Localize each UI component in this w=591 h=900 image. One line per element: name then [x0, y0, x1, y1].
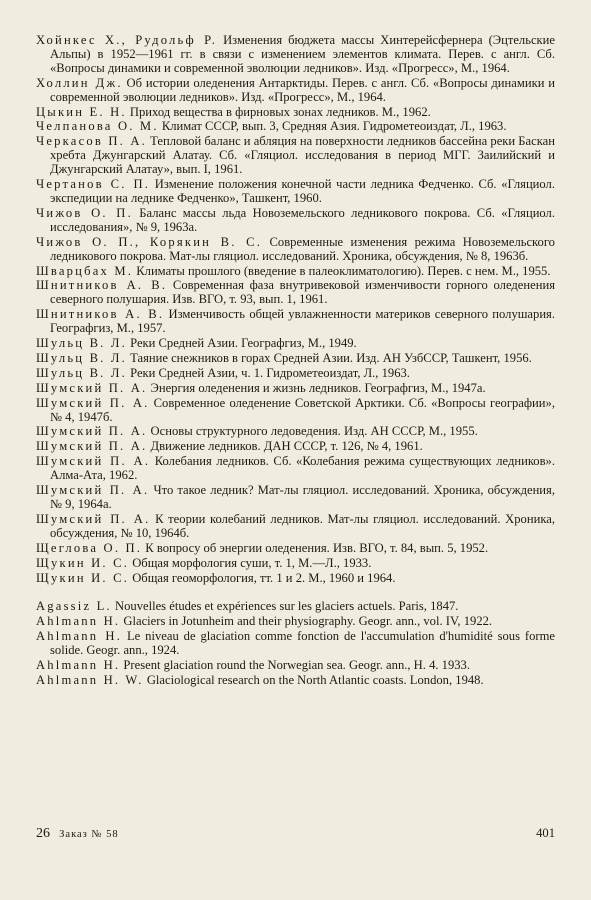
reference-entry	[36, 572, 555, 586]
reference-entry	[36, 484, 555, 512]
reference-text: Энергия оледенения и жизнь ледников. Географгиз, М., 1947а.	[147, 380, 486, 395]
reference-entry	[36, 513, 555, 541]
order-label: Заказ № 58	[59, 829, 119, 840]
reference-author: Шнитников А. В.	[36, 278, 168, 293]
reference-author: Шумский П. А.	[36, 424, 148, 439]
reference-author: Щукин И. С.	[36, 555, 130, 570]
reference-entry	[36, 308, 555, 336]
reference-entry	[36, 615, 555, 629]
reference-entry	[36, 178, 555, 206]
latin-reference-list	[36, 600, 555, 687]
reference-author: Челпанова О. М.	[36, 119, 159, 134]
reference-text: Le niveau de glaciation comme fonction de l'accumulation d'humidité sous forme solide. Geogr. ann., 1924.	[50, 629, 555, 658]
reference-author: Ahlmann H. W.	[36, 672, 144, 687]
reference-author: Шумский П. А.	[36, 483, 150, 498]
reference-entry	[36, 600, 555, 614]
reference-entry	[36, 207, 555, 235]
reference-text: Тепловой баланс и абляция на поверхности ледников бассейна реки Баскан хребта Джунгарский Алатау. Сб. «Гляциол. исследования в период МГГ. Заилийский и Джунгарский Алатау», вып. I, 1961.	[50, 134, 555, 177]
reference-author: Ahlmann H.	[36, 629, 123, 644]
reference-author: Шумский П. А.	[36, 395, 150, 410]
reference-author: Шнитников А. В.	[36, 307, 165, 322]
reference-entry	[36, 367, 555, 381]
reference-text: Реки Средней Азии. Географгиз, М., 1949.	[126, 336, 357, 351]
reference-author: Шульц В. Л.	[36, 365, 127, 380]
reference-entry	[36, 352, 555, 366]
reference-entry	[36, 397, 555, 425]
reference-entry	[36, 120, 555, 134]
reference-entry	[36, 455, 555, 483]
reference-text: Климаты прошлого (введение в палеоклиматологию). Перев. с нем. М., 1955.	[133, 263, 551, 278]
reference-author: Чижов О. П., Корякин В. С.	[36, 234, 263, 249]
reference-author: Шумский П. А.	[36, 439, 148, 454]
reference-text: Современные изменения режима Новоземельского ледникового покрова. Мат-лы гляциол. исследований. Хроника, обсуждения, № 8, 1963б.	[50, 234, 555, 263]
reference-author: Черкасов П. А.	[36, 134, 148, 149]
reference-author: Ahlmann H.	[36, 614, 121, 629]
reference-text: Изменения бюджета массы Хинтерейсфернера (Эцтельские Альпы) в 1952—1961 гг. в связи с изменением элементов климата. Перев. с англ. Сб. «Вопросы динамики и современной эволюции ледников». Изд. «Прогресс», М., 1964.	[50, 33, 555, 75]
reference-author: Чертанов С. П.	[36, 177, 151, 192]
page-footer	[36, 826, 555, 842]
reference-text: Таяние снежников в горах Средней Азии. Изд. АН УзбССР, Ташкент, 1956.	[126, 350, 532, 365]
reference-entry	[36, 34, 555, 76]
reference-author: Цыкин Е. Н.	[36, 104, 127, 119]
reference-text: Что такое ледник? Мат-лы гляциол. исследований. Хроника, обсуждения, № 9, 1964а.	[50, 483, 555, 511]
reference-entry	[36, 630, 555, 658]
reference-text: Изменчивость общей увлажненности материков северного полушария. Географгиз, М., 1957.	[50, 307, 556, 336]
reference-entry	[36, 279, 555, 307]
reference-author: Чижов О. П.	[36, 205, 133, 220]
reference-author: Холлин Дж.	[36, 75, 123, 90]
reference-entry	[36, 542, 555, 556]
reference-author: Agassiz L.	[36, 599, 112, 614]
reference-author: Ahlmann H.	[36, 658, 121, 673]
footer-left	[36, 826, 125, 842]
reference-author: Шумский П. А.	[36, 454, 151, 469]
reference-entry	[36, 382, 555, 396]
reference-author: Шумский П. А.	[36, 380, 148, 395]
reference-author: Щукин И. С.	[36, 570, 130, 585]
reference-text: Nouvelles études et expériences sur les glaciers actuels. Paris, 1847.	[111, 599, 459, 614]
reference-entry	[36, 106, 555, 120]
section-gap	[36, 586, 555, 600]
signature-mark: 26	[36, 826, 50, 841]
cyrillic-reference-list	[36, 34, 555, 585]
reference-text: Общая геоморфология, тт. 1 и 2. М., 1960 и 1964.	[129, 570, 396, 585]
reference-entry	[36, 265, 555, 279]
reference-text: Общая морфология суши, т. 1, М.—Л., 1933.	[129, 555, 372, 570]
reference-author: Хойнкес Х., Рудольф Р.	[36, 33, 218, 47]
reference-text: К теории колебаний ледников. Мат-лы гляциол. исследований. Хроника, обсуждения, № 10, 1964б.	[50, 511, 555, 540]
reference-text: Реки Средней Азии, ч. 1. Гидрометеоиздат, Л., 1963.	[126, 365, 410, 380]
reference-text: Колебания ледников. Сб. «Колебания режима существующих ледников». Алма-Ата, 1962.	[50, 454, 555, 483]
reference-text: Баланс массы льда Новоземельского ледникового покрова. Сб. «Гляциол. исследования», № 9, 1963а.	[50, 205, 555, 234]
reference-text: Основы структурного ледоведения. Изд. АН СССР, М., 1955.	[147, 424, 478, 439]
reference-text: Об истории оледенения Антарктиды. Перев. с англ. Сб. «Вопросы динамики и современной эволюции ледников». Изд. «Прогресс», М., 1964.	[50, 75, 555, 104]
reference-entry	[36, 236, 555, 264]
reference-author: Щеглова О. П.	[36, 540, 143, 555]
reference-text: Современная фаза внутривековой изменчивости горного оледенения северного полушария. Изв. ВГО, т. 93, вып. 1, 1961.	[50, 278, 555, 307]
page-number: 401	[536, 826, 555, 840]
reference-text: Glaciological research on the North Atlantic coasts. London, 1948.	[143, 672, 484, 687]
reference-author: Шварцбах М.	[36, 263, 134, 278]
reference-text: К вопросу об энергии оледенения. Изв. ВГО, т. 84, вып. 5, 1952.	[142, 540, 489, 555]
reference-text: Present glaciation round the Norwegian sea. Geogr. ann., H. 4. 1933.	[120, 658, 471, 673]
reference-entry	[36, 674, 555, 688]
reference-entry	[36, 557, 555, 571]
reference-text: Современное оледенение Советской Арктики. Сб. «Вопросы географии», № 4, 1947б.	[50, 395, 555, 424]
reference-text: Изменение положения конечной части ледника Федченко. Сб. «Гляциол. экспедиции на леднике Федченко», Ташкент, 1960.	[50, 177, 555, 205]
reference-text: Приход вещества в фирновых зонах ледников. М., 1962.	[126, 104, 431, 119]
reference-entry	[36, 77, 555, 105]
reference-entry	[36, 135, 555, 177]
reference-text: Glaciers in Jotunheim and their physiography. Geogr. ann., vol. IV, 1922.	[120, 614, 493, 629]
reference-author: Шумский П. А.	[36, 511, 151, 526]
reference-entry	[36, 659, 555, 673]
reference-entry	[36, 425, 555, 439]
reference-author: Шульц В. Л.	[36, 350, 127, 365]
reference-entry	[36, 337, 555, 351]
reference-text: Климат СССР, вып. 3, Средняя Азия. Гидрометеоиздат, Л., 1963.	[158, 119, 507, 134]
reference-entry	[36, 440, 555, 454]
reference-text: Движение ледников. ДАН СССР, т. 126, № 4, 1961.	[147, 439, 423, 454]
reference-author: Шульц В. Л.	[36, 336, 127, 351]
